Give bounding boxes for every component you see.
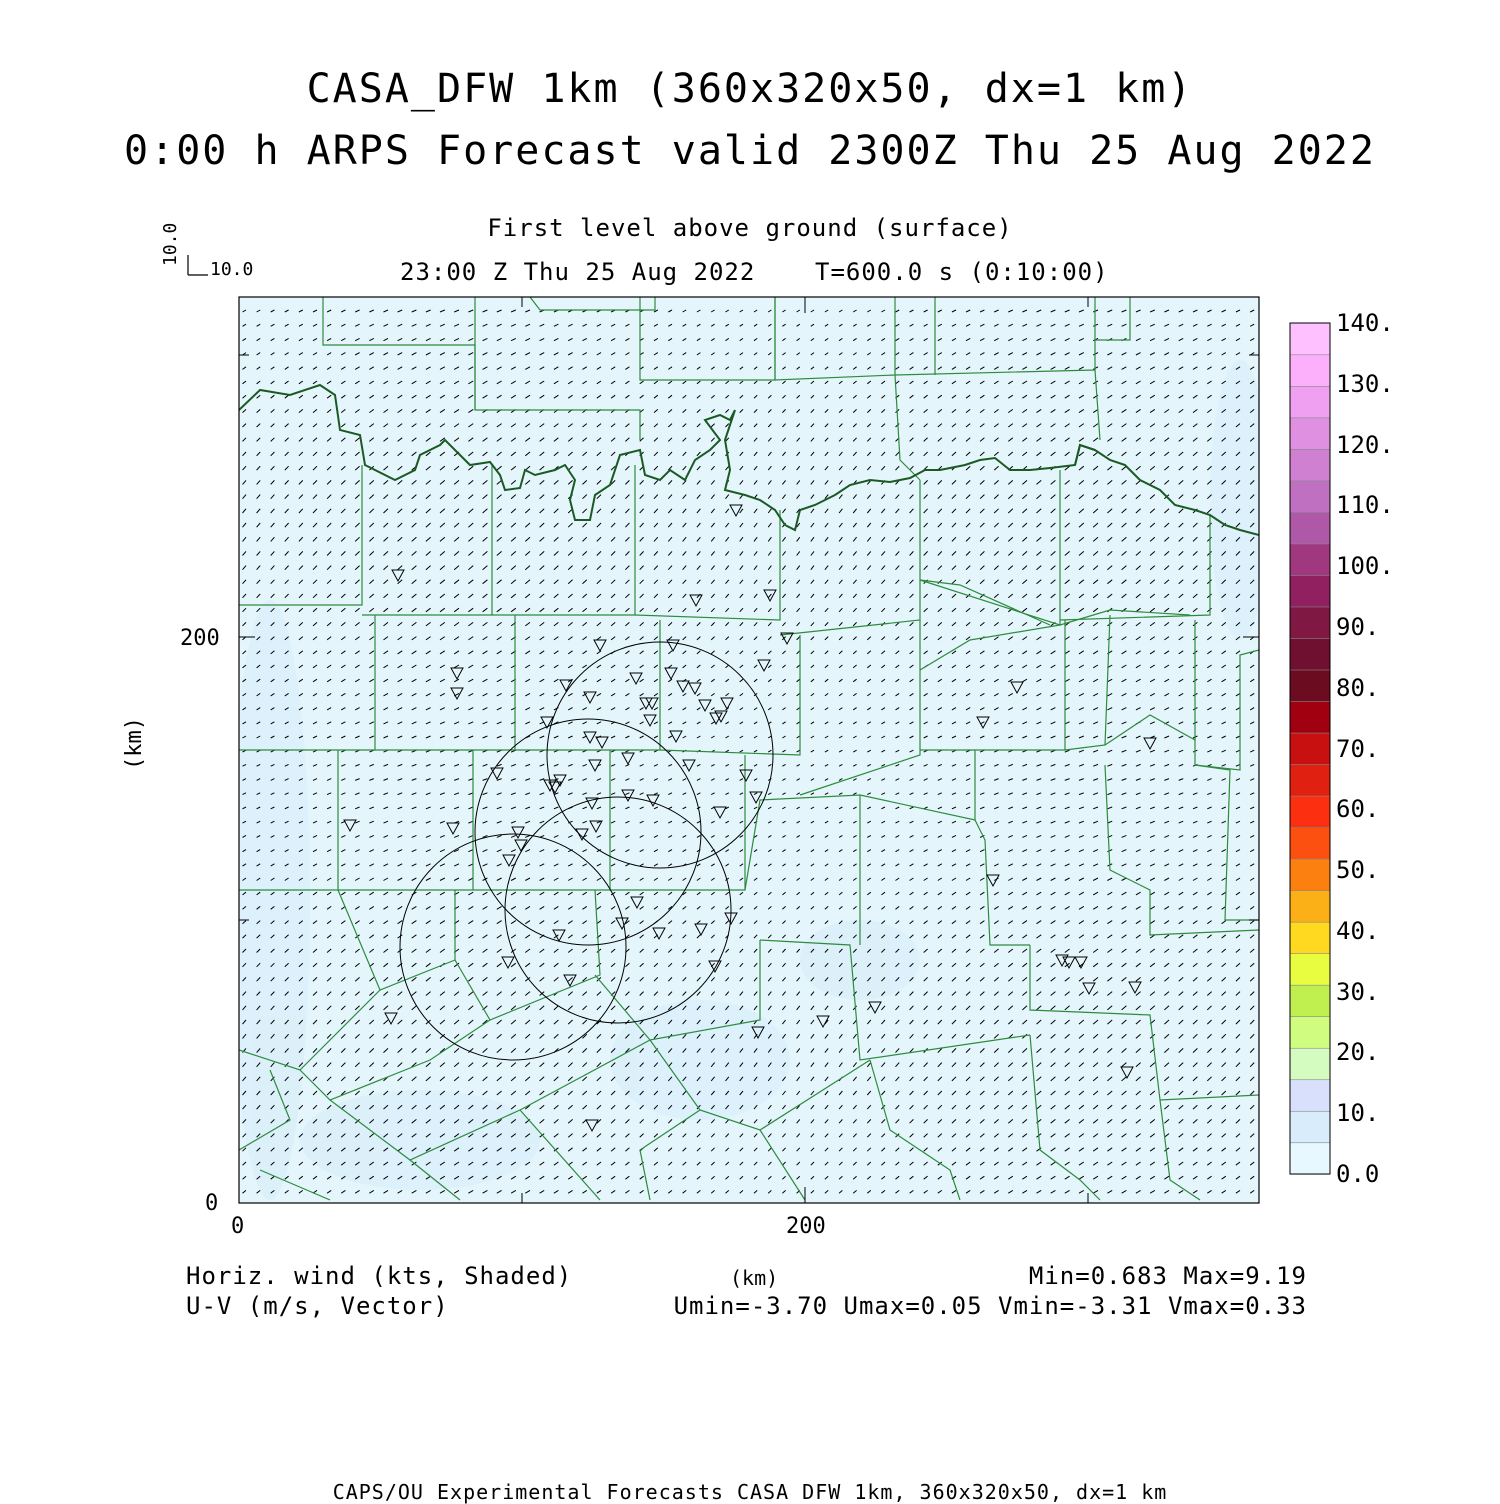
colorbar-swatch [1290, 1079, 1330, 1111]
colorbar-label: 120. [1336, 430, 1394, 459]
colorbar-label: 60. [1336, 795, 1380, 824]
colorbar-label: 100. [1336, 552, 1394, 581]
colorbar-label: 90. [1336, 612, 1380, 641]
colorbar-label: 20. [1336, 1038, 1380, 1067]
colorbar-swatch [1290, 607, 1330, 639]
shaded-field-label: Horiz. wind (kts, Shaded) [186, 1262, 573, 1290]
y-tick-0: 0 [205, 1191, 219, 1216]
colorbar-swatch [1290, 890, 1330, 922]
colorbar-swatch [1290, 638, 1330, 670]
colorbar-swatch [1290, 733, 1330, 765]
colorbar-swatch [1290, 449, 1330, 481]
colorbar-swatch [1290, 1048, 1330, 1080]
level-label: First level above ground (surface) [487, 214, 1013, 242]
vector-key [188, 255, 208, 275]
integration-time: T=600.0 s (0:10:00) [815, 258, 1109, 286]
colorbar-swatch [1290, 859, 1330, 891]
x-tick-0: 0 [231, 1214, 245, 1239]
colorbar-label: 30. [1336, 977, 1380, 1006]
colorbar-label: 130. [1336, 369, 1394, 398]
title-line-1: CASA_DFW 1km (360x320x50, dx=1 km) [306, 66, 1194, 112]
vector-field-label: U-V (m/s, Vector) [186, 1292, 449, 1320]
footer-credit: CAPS/OU Experimental Forecasts CASA DFW 1km, 360x320x50, dx=1 km [332, 1480, 1168, 1504]
colorbar-swatch [1290, 701, 1330, 733]
x-tick-200: 200 [786, 1214, 826, 1239]
colorbar-swatch [1290, 355, 1330, 387]
colorbar-swatch [1290, 985, 1330, 1017]
colorbar-label: 140. [1336, 309, 1394, 337]
colorbar-swatch [1290, 512, 1330, 544]
colorbar-swatch [1290, 1142, 1330, 1174]
colorbar-swatch [1290, 544, 1330, 576]
vector-key-u-label: 10.0 [210, 259, 254, 280]
colorbar-swatch [1290, 1111, 1330, 1143]
uv-range-label: Umin=-3.70 Umax=0.05 Vmin=-3.31 Vmax=0.33 [673, 1292, 1307, 1320]
colorbar-label: 70. [1336, 734, 1380, 763]
colorbar-swatch [1290, 922, 1330, 954]
colorbar-label: 110. [1336, 491, 1394, 520]
colorbar-swatch [1290, 670, 1330, 702]
colorbar [1290, 323, 1330, 1174]
min-max-label: Min=0.683 Max=9.19 [1028, 1262, 1307, 1290]
y-tick-200: 200 [180, 626, 220, 651]
colorbar-swatch [1290, 827, 1330, 859]
colorbar-label: 0.0 [1336, 1160, 1380, 1188]
time-label: 23:00 Z Thu 25 Aug 2022 [400, 258, 756, 286]
vector-key-v-label: 10.0 [160, 222, 181, 266]
colorbar-label: 80. [1336, 673, 1380, 702]
colorbar-swatch [1290, 1016, 1330, 1048]
colorbar-swatch [1290, 575, 1330, 607]
colorbar-swatch [1290, 418, 1330, 450]
colorbar-swatch [1290, 953, 1330, 985]
colorbar-label: 50. [1336, 856, 1380, 885]
colorbar-label: 10. [1336, 1099, 1380, 1128]
y-axis-label: (km) [122, 717, 147, 770]
colorbar-label: 40. [1336, 916, 1380, 945]
colorbar-swatch [1290, 764, 1330, 796]
colorbar-swatch [1290, 796, 1330, 828]
x-axis-label: (km) [730, 1266, 779, 1290]
colorbar-swatch [1290, 323, 1330, 355]
title-line-2: 0:00 h ARPS Forecast valid 2300Z Thu 25 Aug 2022 [124, 128, 1376, 174]
colorbar-swatch [1290, 386, 1330, 418]
colorbar-swatch [1290, 481, 1330, 513]
